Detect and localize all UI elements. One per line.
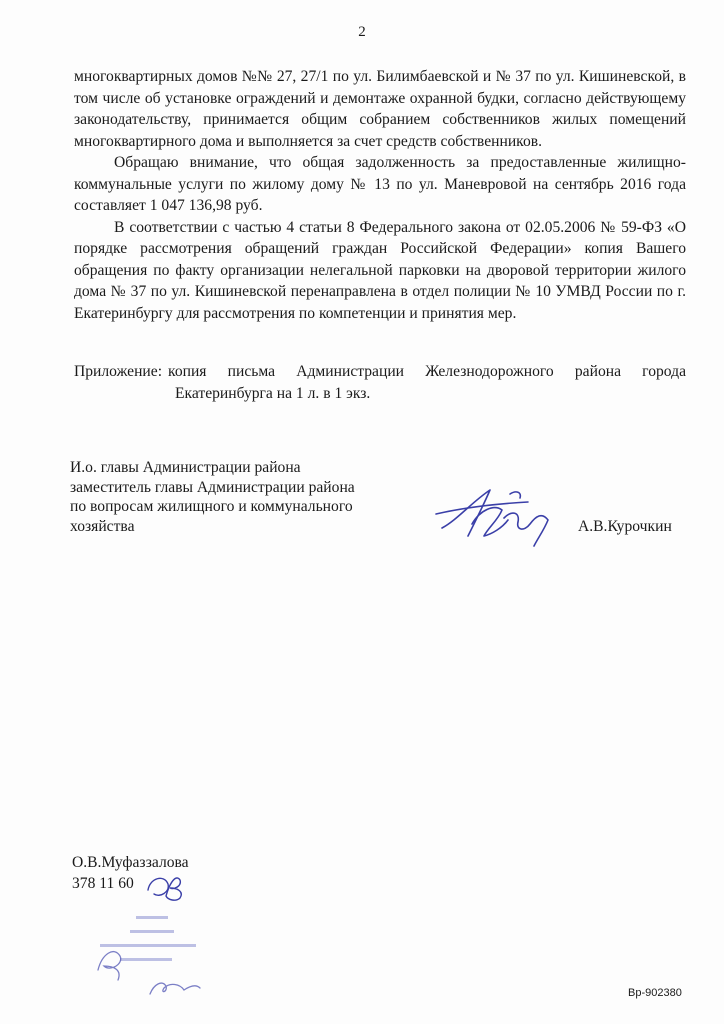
paragraph-3: В соответствии с частью 4 статьи 8 Федерального закона от 02.05.2006 № 59-ФЗ «О порядке рассмотрения обращений граждан Российской Федерации» копия Вашего обращения по факту организации нелегальной парковки на дворовой территории жилого дома № 37 по ул. Кишиневской перенаправлена в отдел полиции № 10 УМВД России по г. Екатеринбургу для рассмотрения по компетенции и принятия мер. bbox=[74, 218, 686, 322]
signatory-title-line: по вопросам жилищного и коммунального bbox=[70, 498, 353, 515]
contact-phone: 378 11 60 bbox=[72, 875, 134, 892]
faded-stamp bbox=[80, 910, 220, 1000]
attachment-label: Приложение: bbox=[74, 363, 163, 380]
letter-body bbox=[74, 66, 686, 324]
signatory-title-line: хозяйства bbox=[70, 517, 135, 535]
attachment-line-2: Екатеринбурга на 1 л. в 1 экз. bbox=[175, 384, 371, 402]
attachment-line-1: копия письма Администрации Железнодорожного района города bbox=[168, 363, 686, 380]
contact-name: О.В.Муфаззалова bbox=[72, 854, 189, 871]
handwritten-signature bbox=[432, 480, 562, 550]
attachment-block bbox=[74, 361, 686, 404]
signatory-title bbox=[70, 458, 400, 536]
signatory-title-line: И.о. главы Администрации района bbox=[70, 459, 301, 476]
paragraph-2: Обращаю внимание, что общая задолженность за предоставленные жилищно-коммунальные услуги по жилому дому № 13 по ул. Маневровой на сентябрь 2016 года составляет 1 047 136,98 руб. bbox=[74, 154, 686, 214]
document-number: Вр-902380 bbox=[628, 987, 682, 999]
initials-signature bbox=[140, 866, 190, 906]
page-number: 2 bbox=[358, 24, 366, 40]
paragraph-1: многоквартирных домов №№ 27, 27/1 по ул. Билимбаевской и № 37 по ул. Кишиневской, в том числе об установке ограждений и демонтаже охранной будки, согласно действующему законодательству, принимается общим собранием собственников жилых помещений многоквартирного дома и выполняется за счет средств собственников. bbox=[74, 68, 686, 150]
signatory-name: А.В.Курочкин bbox=[578, 518, 672, 535]
signatory-title-line: заместитель главы Администрации района bbox=[70, 478, 355, 496]
